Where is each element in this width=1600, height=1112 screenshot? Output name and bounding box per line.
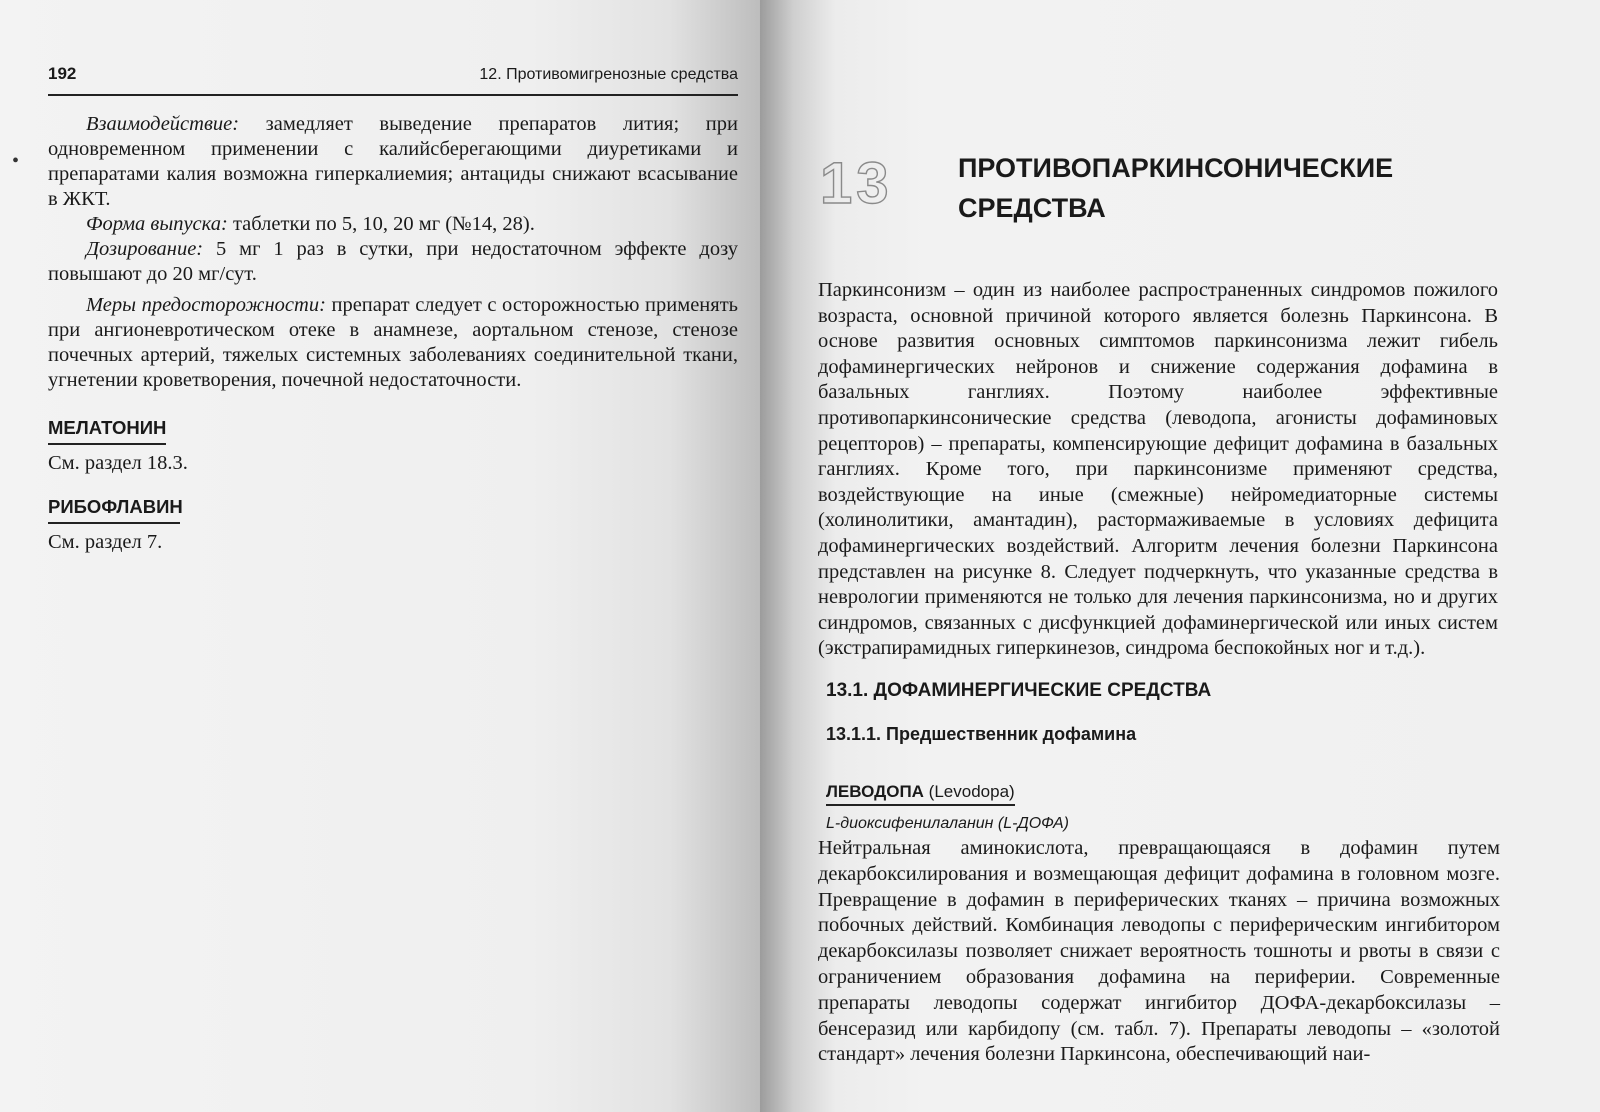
entry-ref-melatonin: См. раздел 18.3. (48, 452, 188, 474)
precautions-text: препарат следует с осторожностью применять при ангионевротическом отеке в анамнезе, аортальном стенозе, стенозе почечных артерий, тяжелых системных заболеваниях соединительной ткани, угнетении кроветворения, почечной недостаточности. (48, 294, 738, 391)
left-page-header (48, 64, 738, 96)
precautions-label: Меры предосторожности: (86, 294, 326, 316)
drug-latin-name: (Levodopa) (923, 782, 1015, 801)
interaction-text: замедляет выведение препаратов лития; при одновременном применении с калийсберегающими диуретиками и препаратами калия возможна гиперкалиемия; антациды снижают всасывание в ЖКТ. (48, 113, 738, 210)
precautions-paragraph (48, 293, 738, 393)
page-number: 192 (48, 64, 77, 83)
entry-title-riboflavin: РИБОФЛАВИН (48, 494, 180, 524)
drug-description-text: Нейтральная аминокислота, превращающаяся в дофамин путем декарбоксилирования и возмещающая дефицит дофамина в головном мозге. Превращение в дофамин в периферических тканях – причина возможных побочных действий. Комбинация леводопы с периферическим ингибитором декарбоксилазы позволяет снижает вероятность тошноты и рвоты в связи с ограничением образования дофамина на периферии. Современные препараты леводопы содержат ингибитор ДОФА-декарбоксилазы – бенсеразид или карбидопу (см. табл. 7). Препараты леводопы – «золотой стандарт» лечения болезни Паркинсона, обеспечивающий наи- (818, 837, 1500, 1066)
right-page (760, 0, 1600, 1112)
drug-description (818, 836, 1500, 1068)
section-heading: 13.1. ДОФАМИНЕРГИЧЕСКИЕ СРЕДСТВА (826, 680, 1212, 701)
form-text: таблетки по 5, 10, 20 мг (№14, 28). (227, 213, 535, 235)
dosage-text: 5 мг 1 раз в сутки, при недостаточном эффекте дозу повышают до 20 мг/сут. (48, 238, 738, 285)
dosage-label: Дозирование: (86, 238, 204, 260)
interaction-paragraph (48, 112, 738, 212)
margin-mark: • (12, 150, 20, 172)
drug-chemical-name: L-диоксифенилаланин (L-ДОФА) (826, 815, 1069, 832)
chapter-title: ПРОТИВОПАРКИНСОНИЧЕСКИЕ СРЕДСТВА (958, 153, 1394, 223)
chapter-intro (818, 278, 1498, 662)
running-head: 12. Противомигренозные средства (479, 66, 738, 83)
left-page-body (48, 112, 738, 555)
chapter-number: 13 (820, 151, 893, 216)
entry-title-melatonin: МЕЛАТОНИН (48, 415, 166, 445)
interaction-label: Взаимодействие: (86, 113, 240, 135)
drug-name: ЛЕВОДОПА (826, 782, 924, 801)
form-paragraph (48, 212, 738, 237)
intro-paragraph: Паркинсонизм – один из наиболее распространенных синдромов пожилого возраста, основной причиной которого является болезнь Паркинсона. В основе развития основных симптомов паркинсонизма лежит гибель дофаминергических нейронов и снижение содержания дофамина в базальных ганглиях. Поэтому наиболее эффективные противопаркинсонические средства (леводопа, агонисты дофаминовых рецепторов) – препараты, компенсирующие дефицит дофамина в базальных ганглиях. Кроме того, при паркинсонизме применяют средства, воздействующие на иные (смежные) нейромедиаторные системы (холинолитики, амантадин), растормаживаемые в условиях дефицита дофаминергических воздействий. Алгоритм лечения болезни Паркинсона представлен на рисунке 8. Следует подчеркнуть, что указанные средства в неврологии применяются не только для лечения паркинсонизма, но и других синдромов, связанных с дисфункцией дофаминергической или иных систем (экстрапирамидных гиперкинезов, синдрома беспокойных ног и т.д.). (818, 279, 1498, 660)
subsection-heading: 13.1.1. Предшественник дофамина (826, 724, 1137, 744)
drug-title (826, 782, 1015, 806)
left-page (0, 0, 760, 1112)
entry-ref-riboflavin: См. раздел 7. (48, 531, 163, 553)
form-label: Форма выпуска: (86, 213, 228, 235)
dosage-paragraph (48, 237, 738, 287)
